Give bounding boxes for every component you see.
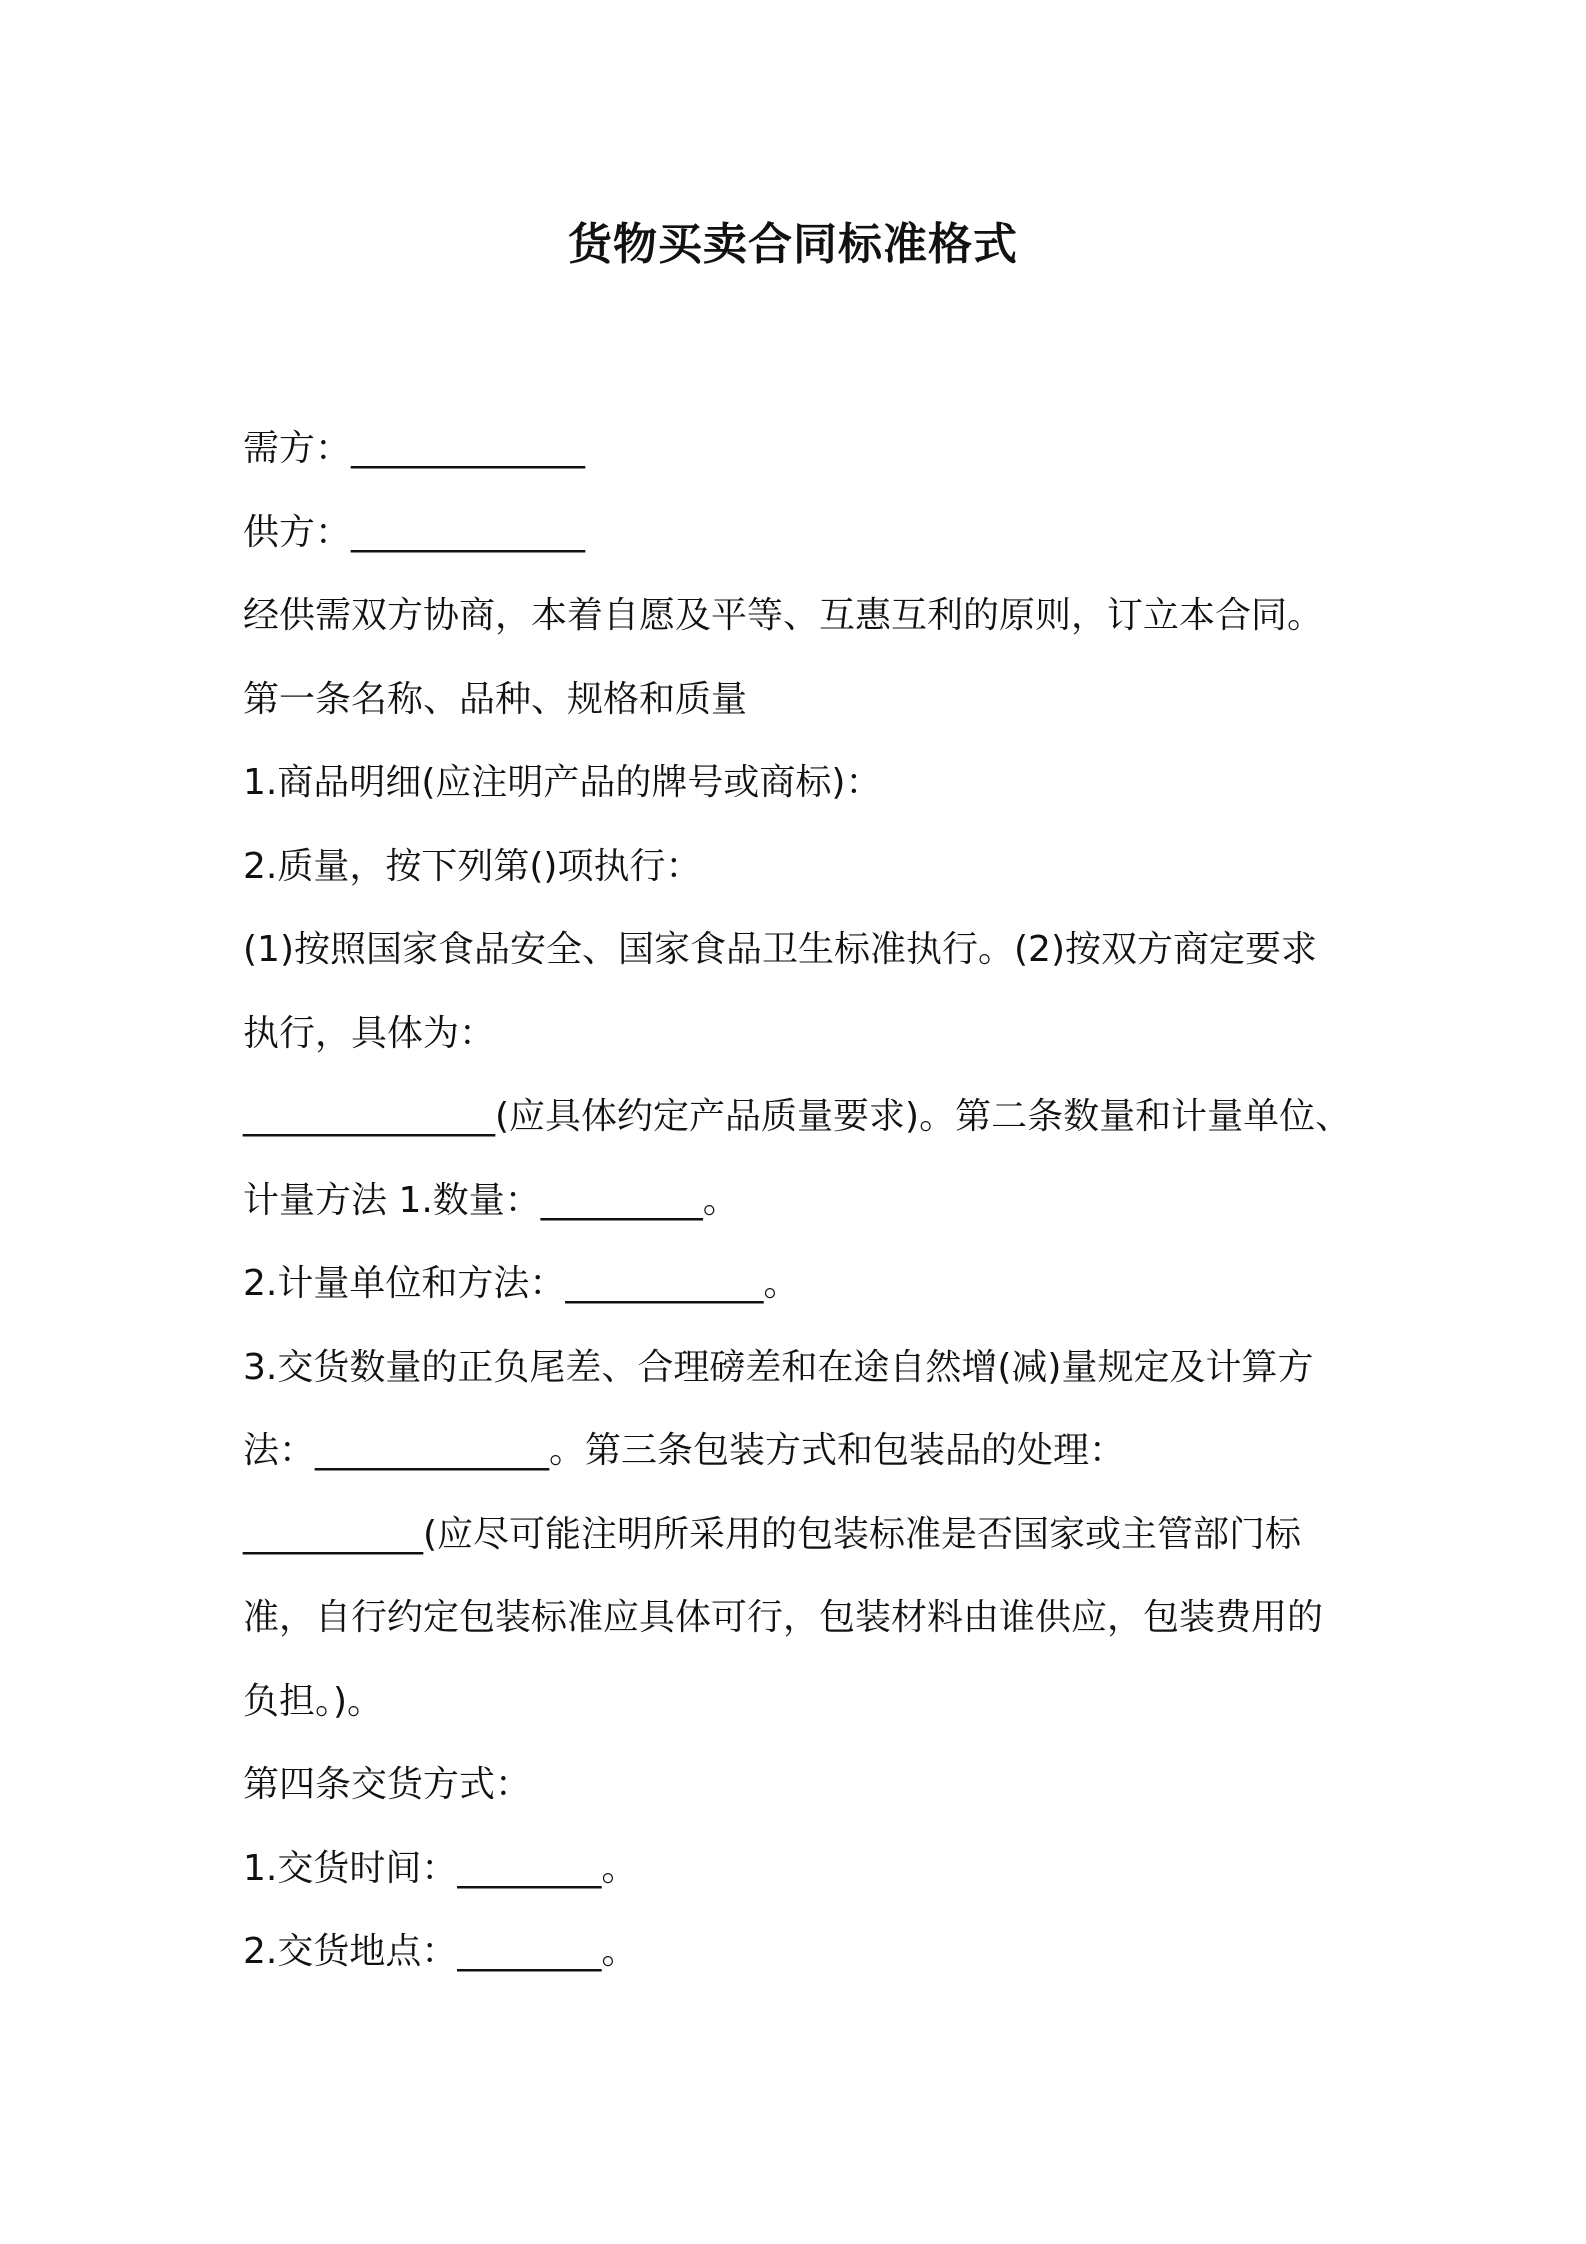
article-1-item-1: 1.商品明细(应注明产品的牌号或商标)： [243,762,882,803]
preamble-line: 经供需双方协商，本着自愿及平等、互惠互利的原则，订立本合同。 [243,595,1324,636]
document-title: 货物买卖合同标准格式 [568,219,1018,270]
packaging-standard-line: __________(应尽可能注明所采用的包装标准是否国家或主管部门标 [243,1513,1302,1555]
article-1-item-2: 2.质量，按下列第()项执行： [243,845,702,887]
delivery-place-line: 2.交货地点：________。 [243,1931,638,1972]
quantity-line: 计量方法 1.数量：_________。 [243,1179,739,1221]
quality-requirement-line: ______________(应具体约定产品质量要求)。第二条数量和计量单位、 [243,1096,1352,1137]
article-1-heading: 第一条名称、品种、规格和质量 [243,678,748,720]
quality-options-line: (1)按照国家食品安全、国家食品卫生标准执行。(2)按双方商定要求 [243,929,1317,970]
quality-options-continued: 执行，具体为： [243,1012,496,1054]
article-4-heading: 第四条交货方式： [243,1764,532,1805]
packaging-heading-line: 法：_____________。第三条包装方式和包装品的处理： [243,1430,1126,1471]
delivery-time-line: 1.交货时间：________。 [243,1847,638,1889]
packaging-standard-continued: 准，自行约定包装标准应具体可行，包装材料由谁供应，包装费用的 [243,1597,1324,1638]
tolerance-line: 3.交货数量的正负尾差、合理磅差和在途自然增(减)量规定及计算方 [243,1346,1314,1388]
buyer-line: 需方：_____________ [243,428,586,469]
supplier-line: 供方：_____________ [243,511,586,553]
measurement-unit-line: 2.计量单位和方法：___________。 [243,1263,800,1304]
packaging-cost-line: 负担。)。 [243,1680,384,1722]
document-body [243,407,1383,1994]
